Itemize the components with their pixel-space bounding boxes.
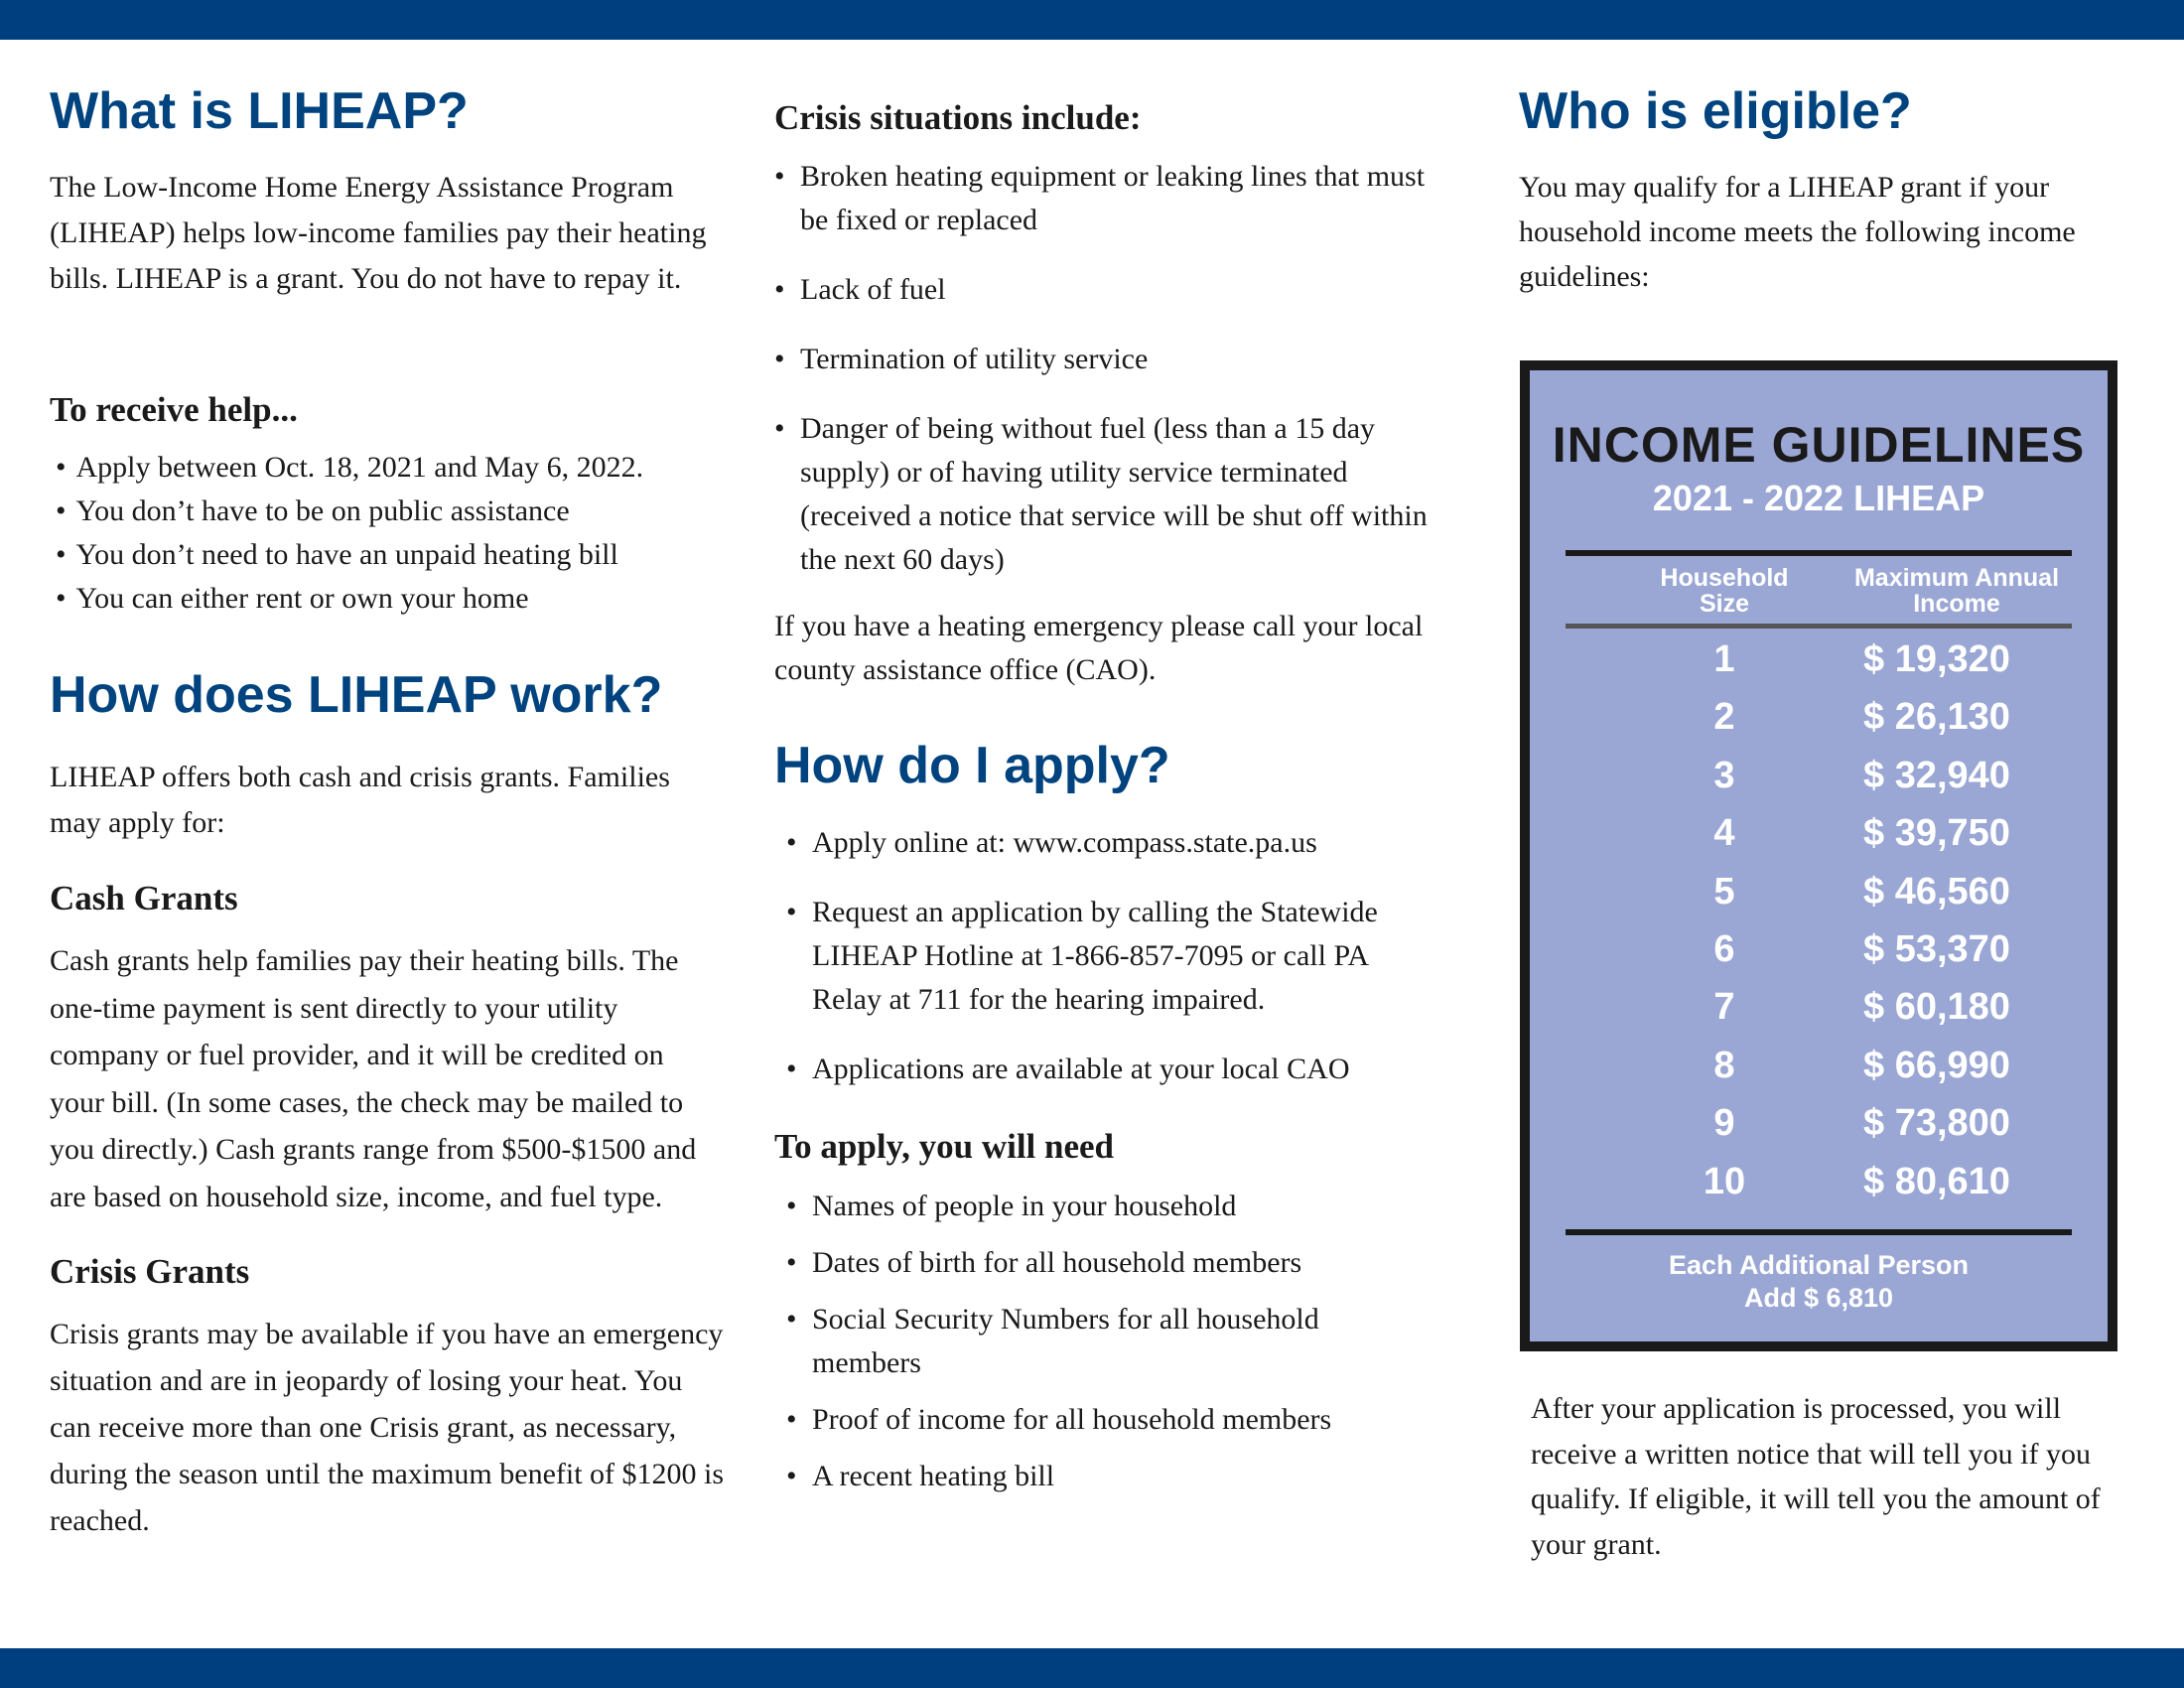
list-item [774,155,1430,242]
eligible-title: Who is eligible? [1519,82,1912,140]
max-income: $ 19,320 [1863,638,2010,680]
need-section [774,1126,1430,1168]
list-item-text: Request an application by calling the Statewide LIHEAP Hotline at 1-866-857-7095 or call PA Relay at 711 for the hearing impaired. [812,896,1378,1016]
additional-person-note [1530,1249,2108,1315]
need-list [786,1185,1430,1498]
table-row [1530,747,2108,804]
income-table [1530,631,2108,1210]
max-income: $ 80,610 [1863,1160,2010,1202]
emergency-body: If you have a heating emergency please call your local county assistance office (CAO). [774,610,1424,686]
list-item [774,268,1430,312]
household-size: 7 [1713,986,1735,1029]
table-row [1530,978,2108,1036]
household-size: 8 [1713,1044,1735,1086]
list-item: • You don’t have to be on public assistance [50,490,725,533]
what-body-block [50,165,725,302]
crisis-body: Crisis grants may be available if you have an emergency situation and are in jeopardy of losing your heat. You can receive more than one Crisis grant, as necessary, during the season until the maximum benefit of $1200 is reached. [50,1318,725,1537]
header-line: Household [1660,564,1789,592]
column-middle [774,0,1430,1648]
header-line: Size [1699,590,1750,618]
how-section [50,667,725,724]
list-item-text: Social Security Numbers for all household members [812,1303,1319,1379]
bottom-band [0,1648,2184,1688]
eligible-body: You may qualify for a LIHEAP grant if your household income meets the following income guidelines: [1519,171,2076,293]
table-row [1530,1094,2108,1152]
bullet-icon: • [786,896,797,928]
household-size: 9 [1713,1102,1735,1145]
eligible-body-block [1519,165,2134,299]
household-size: 2 [1713,696,1735,739]
bullet-icon: • [786,1190,797,1222]
bullet-icon: • [786,1303,797,1336]
what-title: What is LIHEAP? [50,82,469,140]
list-item-text: Broken heating equipment or leaking lines that must be fixed or replaced [800,160,1426,236]
max-income: $ 60,180 [1863,986,2010,1029]
list-item [774,338,1430,381]
table-row [1530,863,2108,920]
max-income: $ 39,750 [1863,812,2010,855]
footer-line: Each Additional Person [1668,1250,1970,1280]
bullet-icon: • [786,1053,797,1085]
bullet-icon: • [786,826,797,859]
list-item [786,891,1430,1022]
receive-title: To receive help... [50,390,298,429]
list-item [786,1398,1430,1442]
max-income: $ 53,370 [1863,927,2010,970]
list-item-text: Lack of fuel [800,273,946,306]
table-row [1530,631,2108,688]
income-title: INCOME GUIDELINES [1552,417,2086,473]
crisis-section [50,1251,725,1293]
need-title: To apply, you will need [774,1127,1115,1166]
list-item: • You don’t need to have an unpaid heating bill [50,533,725,577]
cash-section [50,878,725,919]
what-section [50,83,725,140]
header-line: Income [1913,590,2000,618]
receive-list [50,446,725,621]
crisis-body-block [50,1311,725,1544]
how-body: LIHEAP offers both cash and crisis grants. Families may apply for: [50,761,670,839]
income-subtitle: 2021 - 2022 LIHEAP [1652,478,1985,518]
list-item: • Apply between Oct. 18, 2021 and May 6, 2022. [50,446,725,490]
list-item-text: Danger of being without fuel (less than a 15 day supply) or of having utility service terminated (received a notice that service will be shut off within the next 60 days) [800,412,1428,576]
max-income: $ 46,560 [1863,870,2010,913]
after-body: After your application is processed, you will receive a written notice that will tell you if you qualify. If eligible, it will tell you the amount of your grant. [1531,1392,2101,1561]
how-body-block [50,755,725,846]
bullet-icon: • [786,1246,797,1279]
income-guidelines-box [1520,360,2117,1351]
max-income: $ 73,800 [1863,1102,2010,1145]
list-item: • You can either rent or own your home [50,577,725,621]
column-header-income [1828,565,2086,617]
list-item [786,1241,1430,1285]
household-size: 6 [1713,927,1735,970]
max-income: $ 26,130 [1863,696,2010,739]
max-income: $ 32,940 [1863,754,2010,796]
cash-body-block [50,937,725,1220]
cash-title: Cash Grants [50,879,238,917]
bullet-icon: • [774,160,785,193]
list-item [774,407,1430,582]
apply-title: How do I apply? [774,737,1170,794]
list-item [786,1455,1430,1498]
list-item-text: Dates of birth for all household members [812,1246,1302,1279]
list-item [786,1048,1430,1091]
list-item-text: Termination of utility service [800,343,1149,375]
household-size: 3 [1713,754,1735,796]
column-left [50,0,725,1648]
header-line: Maximum Annual [1853,564,2060,592]
list-item [786,821,1430,865]
table-row [1530,804,2108,862]
list-item [786,1185,1430,1228]
list-item-text: Names of people in your household [812,1190,1237,1222]
bullet-icon: • [774,412,785,445]
crisis-title: Crisis Grants [50,1252,250,1291]
max-income: $ 66,990 [1863,1044,2010,1086]
footer-line: Add $ 6,810 [1743,1283,1894,1313]
household-size: 5 [1713,870,1735,913]
situations-section [774,97,1430,139]
table-row [1530,1037,2108,1094]
list-item-text: A recent heating bill [812,1460,1055,1492]
bullet-icon: • [774,273,785,306]
table-row [1530,1153,2108,1210]
divider [1566,624,2072,629]
divider [1566,550,2072,556]
bullet-icon: • [774,343,785,375]
list-item [786,1298,1430,1385]
situations-title: Crisis situations include: [774,98,1142,137]
household-size: 1 [1713,638,1735,680]
what-body: The Low-Income Home Energy Assistance Program (LIHEAP) helps low-income families pay their heating bills. LIHEAP is a grant. You do not have to repay it. [50,171,707,295]
household-size: 10 [1703,1160,1746,1202]
cash-body: Cash grants help families pay their heating bills. The one-time payment is sent directly to your utility company or fuel provider, and it will be credited on your bill. (In some cases, the check may be mailed to you directly.) Cash grants range from $500-$1500 and are based on household size, income, and fuel type. [50,944,697,1213]
column-header-size [1625,565,1824,617]
after-body-block [1531,1386,2134,1567]
emergency-block [774,605,1430,692]
table-row [1530,920,2108,978]
apply-section [774,738,1430,794]
bullet-icon: • [786,1403,797,1436]
list-item-text: Proof of income for all household members [812,1403,1332,1436]
table-row [1530,688,2108,746]
how-title: How does LIHEAP work? [50,666,663,724]
divider [1566,1229,2072,1235]
eligible-section [1519,83,2134,140]
bullet-icon: • [786,1460,797,1492]
apply-list [786,821,1430,1091]
list-item-text: Applications are available at your local CAO [812,1053,1350,1085]
household-size: 4 [1713,812,1735,855]
list-item-text: Apply online at: www.compass.state.pa.us [812,826,1317,859]
situations-list [774,155,1430,582]
receive-section [50,389,725,431]
